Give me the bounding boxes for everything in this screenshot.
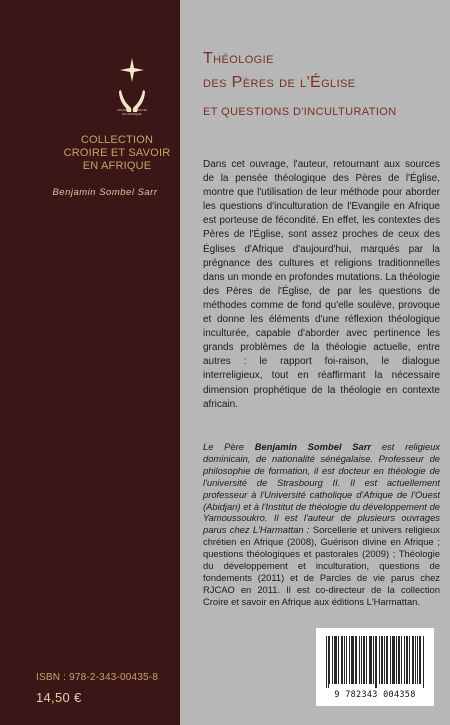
barcode-bar xyxy=(375,636,376,688)
title-line-2 xyxy=(203,74,356,92)
barcode-bar xyxy=(369,636,370,684)
logo-caption xyxy=(110,108,154,116)
barcode-bar xyxy=(370,636,371,684)
barcode-bar xyxy=(381,636,382,684)
title-line-1-text: Théologie xyxy=(203,50,274,67)
spine-author: Benjamin Sombel Sarr xyxy=(52,187,158,198)
barcode xyxy=(316,628,434,706)
barcode-bar xyxy=(342,636,343,684)
barcode-bar xyxy=(329,636,330,684)
barcode-bar xyxy=(353,636,354,684)
logo-caption-line: EN AFRIQUE xyxy=(122,112,142,116)
barcode-bar xyxy=(328,636,329,688)
barcode-bar xyxy=(359,636,360,684)
barcode-bar xyxy=(356,636,357,684)
barcode-bar xyxy=(349,636,350,684)
barcode-bar xyxy=(338,636,339,684)
barcode-bars xyxy=(326,636,424,688)
barcode-bar xyxy=(396,636,397,684)
barcode-bar xyxy=(412,636,413,684)
barcode-bar xyxy=(361,636,362,684)
barcode-bar xyxy=(364,636,365,684)
barcode-bar xyxy=(406,636,407,684)
barcode-number: 9 782343 004358 xyxy=(334,690,416,700)
barcode-bar xyxy=(382,636,383,684)
barcode-bar xyxy=(373,636,374,684)
barcode-bar xyxy=(407,636,408,684)
barcode-bar xyxy=(390,636,391,684)
barcode-bar xyxy=(334,636,335,684)
barcode-bar xyxy=(351,636,352,684)
barcode-bar xyxy=(366,636,367,684)
collection-name xyxy=(62,134,172,173)
bio-body: est religieux dominicain, de nationalité sénégalaise. Professeur de philosophie de formation, il est docteur en théologie de l'université de Strasbourg II. Il est actuellement professeur à l'Université catholique d'Afrique de l'Ouest (Abidjan) et à l'Institut de théologie du développement de Yamoussoukro. Il est l'auteur de plusieurs ouvrages parus chez L'Harmattan : xyxy=(203,441,440,536)
back-cover-blurb: Dans cet ouvrage, l'auteur, retournant aux sources de la pensée théologique des Pères de l'Église, montre que l'utilisation de leur méthode pour aborder les questions d'inculturation de l'Evangile en Afrique est porteuse de fécondité. En effet, les contextes des Pères de l'Église, sont assez proches de ceux des Églises d'Afrique d'aujourd'hui, marqués par la prégnance des cultures et religions traditionnelles dans un monde en profondes mutations. La théologie des Pères de l'Église, de par les questions de méthodes comme de fond qu'elle soulève, provoque et donne les éléments d'une réflexion théologique inculturée, capable d'aborder avec pertinence les grands problèmes de la théologie actuelle, entre autres : le rapport foi-raison, le dialogue interreligieux, tout en réaffirmant la nécessaire dimension prophétique de la théologie en contexte africain. xyxy=(203,159,440,410)
barcode-bar xyxy=(401,636,402,684)
barcode-bar xyxy=(352,636,353,684)
barcode-bar xyxy=(423,636,424,688)
barcode-bar xyxy=(335,636,336,684)
isbn: ISBN : 978-2-343-00435-8 xyxy=(36,672,159,683)
collection-line: CROIRE ET SAVOIR xyxy=(63,147,171,159)
barcode-bar xyxy=(336,636,337,684)
title-line-3-text: ET QUESTIONS D'INCULTURATION xyxy=(203,106,397,118)
barcode-bar xyxy=(394,636,395,684)
barcode-bar xyxy=(341,636,342,684)
title-line-2-text: des Pères de l'Église xyxy=(203,74,356,91)
barcode-bar xyxy=(417,636,418,684)
barcode-bar xyxy=(409,636,410,684)
barcode-bar xyxy=(415,636,416,684)
bio-intro: Le Père xyxy=(203,441,255,452)
bio-works: Sorcellerie et univers religieux chrétien en Afrique (2008), Guérison divine en Afrique ; questions théologiques et pastorales (2009) ; Théologie du développement et inculturation, questions de fondements (2011) et de Parcles de vie parus chez RJCAO en 2011. Il est co-directeur de la collection Croire et savoir en Afrique aux éditions L'Harmattan. xyxy=(203,524,440,607)
title-line-3 xyxy=(203,104,397,118)
hands-star-logo-icon xyxy=(117,58,147,113)
title-line-1 xyxy=(203,50,274,68)
barcode-bar xyxy=(346,636,347,684)
barcode-bar xyxy=(379,636,380,684)
bio-author-name: Benjamin Sombel Sarr xyxy=(254,441,372,452)
barcode-bar xyxy=(371,636,372,684)
barcode-bar xyxy=(344,636,345,684)
barcode-bar xyxy=(355,636,356,684)
author-biography xyxy=(203,441,440,608)
collection-line: COLLECTION xyxy=(80,134,154,146)
barcode-bar xyxy=(384,636,385,684)
barcode-bar xyxy=(419,636,420,684)
barcode-bar xyxy=(399,636,400,684)
barcode-bar xyxy=(420,636,421,684)
barcode-bar xyxy=(363,636,364,684)
barcode-bar xyxy=(404,636,405,684)
spine-panel xyxy=(0,0,180,725)
barcode-bar xyxy=(393,636,394,684)
barcode-bar xyxy=(392,636,393,684)
collection-line: EN AFRIQUE xyxy=(82,160,152,172)
logo-caption-line: CROIRE ET SAVOIR xyxy=(117,108,147,112)
barcode-bar xyxy=(326,636,327,688)
price: 14,50 € xyxy=(36,690,82,705)
barcode-bar xyxy=(376,636,377,688)
barcode-bar xyxy=(387,636,388,684)
barcode-bar xyxy=(398,636,399,684)
barcode-bar xyxy=(332,636,333,684)
barcode-bar xyxy=(386,636,387,684)
barcode-bar xyxy=(413,636,414,684)
